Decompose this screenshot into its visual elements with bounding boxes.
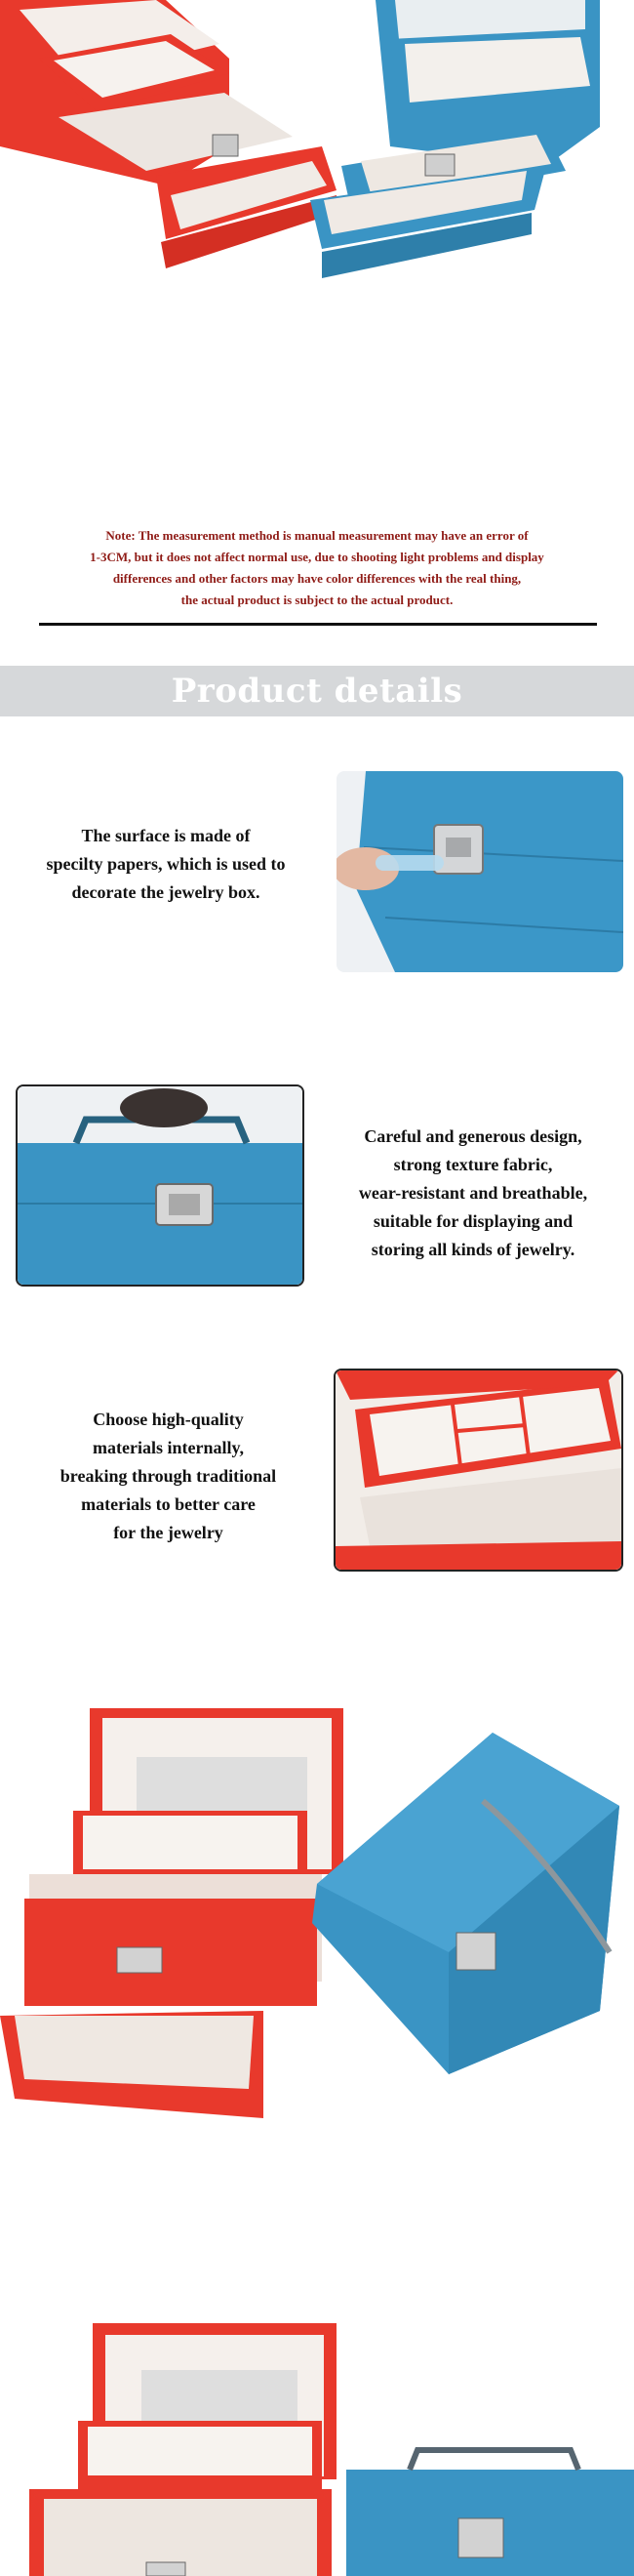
- note-line: Note: The measurement method is manual measurement may have an error of: [105, 528, 529, 543]
- interior-tray-photo: [334, 1369, 623, 1572]
- bottom-product-photo: [0, 2323, 634, 2576]
- feature-line: decorate the jewelry box.: [71, 882, 260, 902]
- lock-closeup-photo: [337, 771, 623, 972]
- red-jewelry-box: [29, 2323, 337, 2576]
- feature-line: Careful and generous design,: [364, 1126, 582, 1146]
- top-product-photo: [0, 0, 634, 312]
- blue-jewelry-box: [312, 1733, 619, 2074]
- feature-text-2: [322, 1123, 624, 1264]
- red-blue-boxes-photo: [0, 1689, 634, 2147]
- feature-line: for the jewelry: [113, 1523, 223, 1542]
- feature-line: wear-resistant and breathable,: [358, 1183, 588, 1203]
- blue-jewelry-box: [310, 0, 600, 278]
- feature-line: materials internally,: [93, 1438, 244, 1457]
- banner-title: Product details: [171, 672, 463, 711]
- feature-line: breaking through traditional: [59, 1466, 277, 1486]
- feature-line: strong texture fabric,: [393, 1155, 553, 1174]
- red-jewelry-box: [0, 1708, 343, 2118]
- note-line: 1-3CM, but it does not affect normal use, due to shooting light problems and display: [90, 550, 544, 564]
- product-details-banner: [0, 666, 634, 716]
- feature-line: specilty papers, which is used to: [46, 854, 286, 874]
- note-line: the actual product is subject to the actual product.: [180, 593, 454, 607]
- note-line: differences and other factors may have color differences with the real thing,: [112, 571, 522, 586]
- feature-line: suitable for displaying and: [373, 1211, 574, 1231]
- feature-text-1: [15, 822, 317, 907]
- handle-lock-photo: [16, 1084, 304, 1287]
- feature-line: storing all kinds of jewelry.: [371, 1240, 575, 1259]
- divider: [39, 623, 597, 626]
- feature-line: materials to better care: [81, 1494, 256, 1514]
- blue-jewelry-box: [346, 2450, 634, 2576]
- feature-line: The surface is made of: [81, 826, 251, 845]
- feature-text-3: [20, 1406, 317, 1547]
- measurement-note: [39, 525, 595, 611]
- red-jewelry-box: [0, 0, 337, 268]
- feature-line: Choose high-quality: [93, 1410, 244, 1429]
